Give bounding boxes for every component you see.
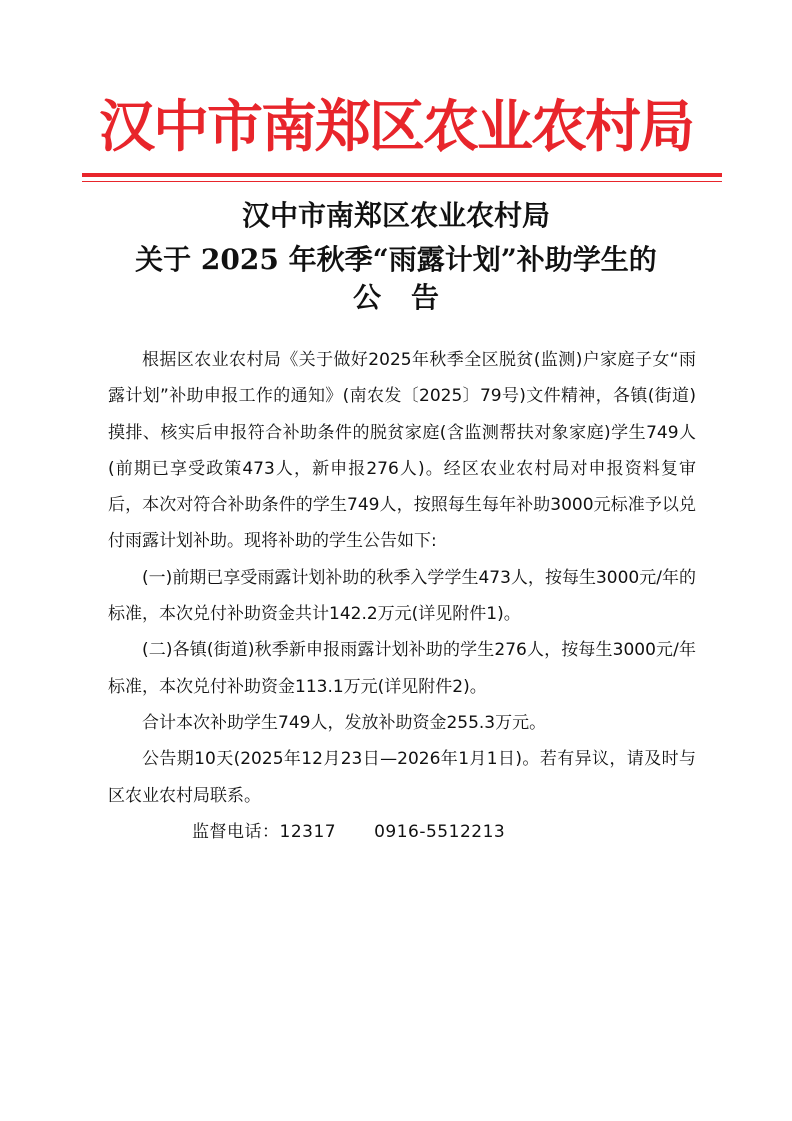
- paragraph-notice-period: 公告期10天(2025年12月23日—2026年1月1日)。若有异议，请及时与区农业农村局联系。: [108, 749, 696, 806]
- paragraph-intro: 根据区农业农村局《关于做好2025年秋季全区脱贫(监测)户家庭子女“雨露计划”补助申报工作的通知》(南农发〔2025〕79号)文件精神，各镇(街道)摸排、核实后申报符合补助条件的脱贫家庭(含监测帮扶对象家庭)学生749人(前期已享受政策473人，新申报276人)。经区农业农村局对申报资料复审后，本次对符合补助条件的学生749人，按照每生每年补助3000元标准予以兑付雨露计划补助。现将补助的学生公告如下:: [108, 350, 696, 552]
- doc-title-line-1: 汉中市南郑区农业农村局: [241, 199, 550, 232]
- contact-phone: 0916-5512213: [374, 821, 506, 842]
- supervision-contact: [108, 814, 696, 850]
- doc-body: [108, 342, 696, 850]
- org-masthead: 汉中市南郑区农业农村局: [99, 94, 693, 160]
- contact-label: 监督电话：12317: [192, 821, 337, 842]
- masthead-rule-thin: [82, 181, 722, 182]
- doc-title-line-2: 关于 2025 年秋季“雨露计划”补助学生的: [135, 243, 657, 276]
- paragraph-item-2: (二)各镇(街道)秋季新申报雨露计划补助的学生276人，按每生3000元/年标准，本次兑付补助资金113.1万元(详见附件2)。: [108, 640, 696, 697]
- paragraph-item-1: (一)前期已享受雨露计划补助的秋季入学学生473人，按每生3000元/年的标准，本次兑付补助资金共计142.2万元(详见附件1)。: [108, 567, 696, 625]
- paragraph-total: 合计本次补助学生749人，发放补助资金255.3万元。: [142, 712, 547, 733]
- masthead-rule-thick: [82, 173, 722, 177]
- doc-title-line-3: 公告: [352, 281, 469, 314]
